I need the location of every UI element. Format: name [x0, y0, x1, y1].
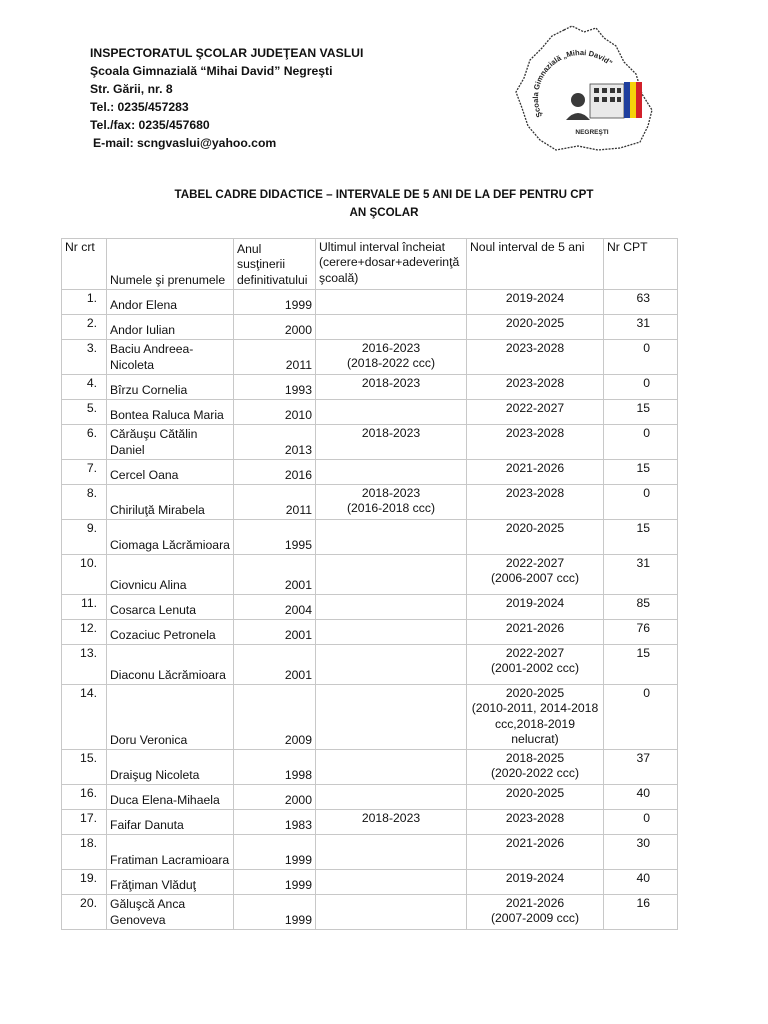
table-cell-cpt: 16: [604, 895, 678, 930]
table-cell-name: Cercel Oana: [107, 460, 234, 485]
table-cell-cpt: 31: [604, 315, 678, 340]
logo-arc-text: Şcoala Gimnazială „Mihai David”: [531, 48, 615, 119]
table-row: [62, 520, 678, 555]
table-cell-name: Cărăuşu Cătălin Daniel: [107, 425, 234, 460]
table-row: [62, 620, 678, 645]
table-cell-cpt: 76: [604, 620, 678, 645]
table-cell-year: 1993: [234, 375, 316, 400]
table-cell-cpt: 0: [604, 485, 678, 520]
table-cell-last-interval: [316, 400, 467, 425]
table-cell-name: Doru Veronica: [107, 685, 234, 750]
table-cell-year: 1983: [234, 810, 316, 835]
table-cell-name: Diaconu Lăcrămioara: [107, 645, 234, 685]
table-cell-cpt: 0: [604, 685, 678, 750]
table-cell-nr: 1.: [62, 290, 107, 315]
table-cell-next-interval: 2020-2025: [467, 785, 604, 810]
table-cell-nr: 4.: [62, 375, 107, 400]
table-cell-cpt: 63: [604, 290, 678, 315]
table-row: [62, 425, 678, 460]
table-cell-nr: 11.: [62, 595, 107, 620]
table-cell-last-interval: 2018-2023: [316, 375, 467, 400]
table-cell-next-interval: 2019-2024: [467, 870, 604, 895]
table-cell-next-interval: 2020-2025: [467, 520, 604, 555]
table-cell-nr: 7.: [62, 460, 107, 485]
table-cell-cpt: 40: [604, 785, 678, 810]
table-cell-last-interval: [316, 645, 467, 685]
table-cell-last-interval: [316, 870, 467, 895]
inspectorate-name: INSPECTORATUL ŞCOLAR JUDEŢEAN VASLUI: [90, 46, 364, 60]
table-cell-name: Frăţiman Vlăduţ: [107, 870, 234, 895]
header-nr: Nr crt: [62, 239, 107, 290]
table-cell-last-interval: 2018-2023: [316, 810, 467, 835]
table-cell-next-interval: 2022-2027 (2006-2007 ccc): [467, 555, 604, 595]
table-row: [62, 400, 678, 425]
table-row: [62, 870, 678, 895]
portrait-shoulders: [566, 113, 590, 120]
table-cell-cpt: 40: [604, 870, 678, 895]
table-cell-year: 2001: [234, 620, 316, 645]
table-cell-year: 2013: [234, 425, 316, 460]
header-cpt: Nr CPT: [604, 239, 678, 290]
table-cell-name: Fratiman Lacramioara: [107, 835, 234, 870]
table-row: [62, 485, 678, 520]
table-header-row: [62, 239, 678, 290]
table-cell-nr: 12.: [62, 620, 107, 645]
table-cell-next-interval: 2019-2024: [467, 595, 604, 620]
table-cell-next-interval: 2021-2026: [467, 835, 604, 870]
table-cell-cpt: 15: [604, 520, 678, 555]
table-cell-last-interval: [316, 315, 467, 340]
table-cell-year: 2000: [234, 315, 316, 340]
table-row: [62, 290, 678, 315]
table-cell-cpt: 15: [604, 645, 678, 685]
header-name: Numele şi prenumele: [107, 239, 234, 290]
table-cell-name: Cosarca Lenuta: [107, 595, 234, 620]
table-cell-next-interval: 2021-2026 (2007-2009 ccc): [467, 895, 604, 930]
table-cell-last-interval: [316, 620, 467, 645]
title-line-2: AN ŞCOLAR: [349, 206, 419, 219]
table-cell-year: 2001: [234, 555, 316, 595]
table-cell-year: 2004: [234, 595, 316, 620]
table-cell-year: 2010: [234, 400, 316, 425]
table-cell-last-interval: 2018-2023 (2016-2018 ccc): [316, 485, 467, 520]
table-cell-next-interval: 2023-2028: [467, 425, 604, 460]
table-cell-nr: 2.: [62, 315, 107, 340]
table-cell-last-interval: [316, 785, 467, 810]
table-row: [62, 810, 678, 835]
table-cell-year: 1999: [234, 870, 316, 895]
table-cell-next-interval: 2019-2024: [467, 290, 604, 315]
table-cell-nr: 5.: [62, 400, 107, 425]
table-row: [62, 340, 678, 375]
table-cell-last-interval: 2018-2023: [316, 425, 467, 460]
table-cell-name: Ciovnicu Alina: [107, 555, 234, 595]
tricolor-flag: [624, 82, 642, 118]
table-row: [62, 750, 678, 785]
title-line-1: TABEL CADRE DIDACTICE – INTERVALE DE 5 ANI DE LA DEF PENTRU CPT: [174, 188, 594, 201]
table-cell-cpt: 15: [604, 400, 678, 425]
table-cell-nr: 18.: [62, 835, 107, 870]
portrait-head: [571, 93, 585, 107]
table-cell-cpt: 37: [604, 750, 678, 785]
table-cell-cpt: 0: [604, 425, 678, 460]
table-cell-nr: 14.: [62, 685, 107, 750]
table-row: [62, 375, 678, 400]
table-cell-name: Draişug Nicoleta: [107, 750, 234, 785]
table-cell-last-interval: [316, 835, 467, 870]
table-cell-last-interval: [316, 595, 467, 620]
table-cell-name: Bontea Raluca Maria: [107, 400, 234, 425]
school-phone: Tel.: 0235/457283: [90, 100, 189, 114]
table-cell-next-interval: 2023-2028: [467, 340, 604, 375]
table-row: [62, 595, 678, 620]
table-cell-nr: 20.: [62, 895, 107, 930]
table-cell-last-interval: 2016-2023 (2018-2022 ccc): [316, 340, 467, 375]
table-cell-name: Faifar Danuta: [107, 810, 234, 835]
table-cell-next-interval: 2022-2027: [467, 400, 604, 425]
table-cell-year: 2009: [234, 685, 316, 750]
table-cell-year: 1999: [234, 835, 316, 870]
table-cell-last-interval: [316, 555, 467, 595]
table-cell-next-interval: 2020-2025 (2010-2011, 2014-2018 ccc,2018-2019 nelucrat): [467, 685, 604, 750]
document-title: [0, 186, 768, 222]
table-cell-cpt: 15: [604, 460, 678, 485]
school-email: E-mail: scngvaslui@yahoo.com: [93, 136, 277, 150]
table-cell-last-interval: [316, 750, 467, 785]
table-cell-next-interval: 2021-2026: [467, 620, 604, 645]
table-cell-cpt: 31: [604, 555, 678, 595]
table-row: [62, 645, 678, 685]
table-cell-cpt: 85: [604, 595, 678, 620]
table-row: [62, 685, 678, 750]
table-cell-year: 2011: [234, 485, 316, 520]
table-cell-nr: 16.: [62, 785, 107, 810]
header-next-interval: Noul interval de 5 ani: [467, 239, 604, 290]
teachers-table: [61, 238, 678, 930]
school-fax: Tel./fax: 0235/457680: [90, 118, 210, 132]
table-row: [62, 315, 678, 340]
table-cell-nr: 8.: [62, 485, 107, 520]
table-cell-nr: 15.: [62, 750, 107, 785]
table-cell-cpt: 0: [604, 340, 678, 375]
school-logo: [512, 24, 660, 154]
table-cell-next-interval: 2023-2028: [467, 375, 604, 400]
header-last-interval: Ultimul interval încheiat (cerere+dosar+adeverinţă şcoală): [316, 239, 467, 290]
table-cell-nr: 3.: [62, 340, 107, 375]
table-cell-nr: 13.: [62, 645, 107, 685]
table-cell-name: Andor Iulian: [107, 315, 234, 340]
table-cell-name: Chiriluţă Mirabela: [107, 485, 234, 520]
table-row: [62, 835, 678, 870]
table-cell-name: Andor Elena: [107, 290, 234, 315]
school-name: Şcoala Gimnazială “Mihai David” Negreşti: [90, 64, 333, 78]
table-cell-next-interval: 2020-2025: [467, 315, 604, 340]
table-cell-cpt: 0: [604, 810, 678, 835]
table-cell-next-interval: 2022-2027 (2001-2002 ccc): [467, 645, 604, 685]
table-cell-last-interval: [316, 685, 467, 750]
table-cell-last-interval: [316, 520, 467, 555]
table-row: [62, 460, 678, 485]
table-cell-year: 1998: [234, 750, 316, 785]
table-cell-name: Ciomaga Lăcrămioara: [107, 520, 234, 555]
table-cell-year: 2011: [234, 340, 316, 375]
table-cell-last-interval: [316, 460, 467, 485]
table-cell-nr: 10.: [62, 555, 107, 595]
table-row: [62, 785, 678, 810]
table-cell-cpt: 30: [604, 835, 678, 870]
table-cell-next-interval: 2018-2025 (2020-2022 ccc): [467, 750, 604, 785]
table-cell-next-interval: 2021-2026: [467, 460, 604, 485]
table-cell-year: 2001: [234, 645, 316, 685]
table-cell-year: 1995: [234, 520, 316, 555]
table-cell-year: 2016: [234, 460, 316, 485]
table-row: [62, 555, 678, 595]
table-cell-next-interval: 2023-2028: [467, 485, 604, 520]
table-cell-nr: 17.: [62, 810, 107, 835]
table-row: [62, 895, 678, 930]
table-cell-year: 2000: [234, 785, 316, 810]
school-letterhead: [90, 44, 363, 152]
table-cell-name: Găluşcă Anca Genoveva: [107, 895, 234, 930]
logo-town-name: NEGREŞTI: [575, 129, 609, 136]
table-cell-next-interval: 2023-2028: [467, 810, 604, 835]
table-cell-nr: 6.: [62, 425, 107, 460]
table-cell-year: 1999: [234, 895, 316, 930]
table-cell-name: Duca Elena-Mihaela: [107, 785, 234, 810]
table-cell-cpt: 0: [604, 375, 678, 400]
school-address: Str. Gării, nr. 8: [90, 82, 173, 96]
table-cell-nr: 9.: [62, 520, 107, 555]
table-cell-nr: 19.: [62, 870, 107, 895]
table-cell-year: 1999: [234, 290, 316, 315]
table-cell-name: Baciu Andreea-Nicoleta: [107, 340, 234, 375]
table-cell-last-interval: [316, 895, 467, 930]
table-cell-name: Bîrzu Cornelia: [107, 375, 234, 400]
header-year: Anul susţinerii definitivatului: [234, 239, 316, 290]
table-cell-last-interval: [316, 290, 467, 315]
table-cell-name: Cozaciuc Petronela: [107, 620, 234, 645]
